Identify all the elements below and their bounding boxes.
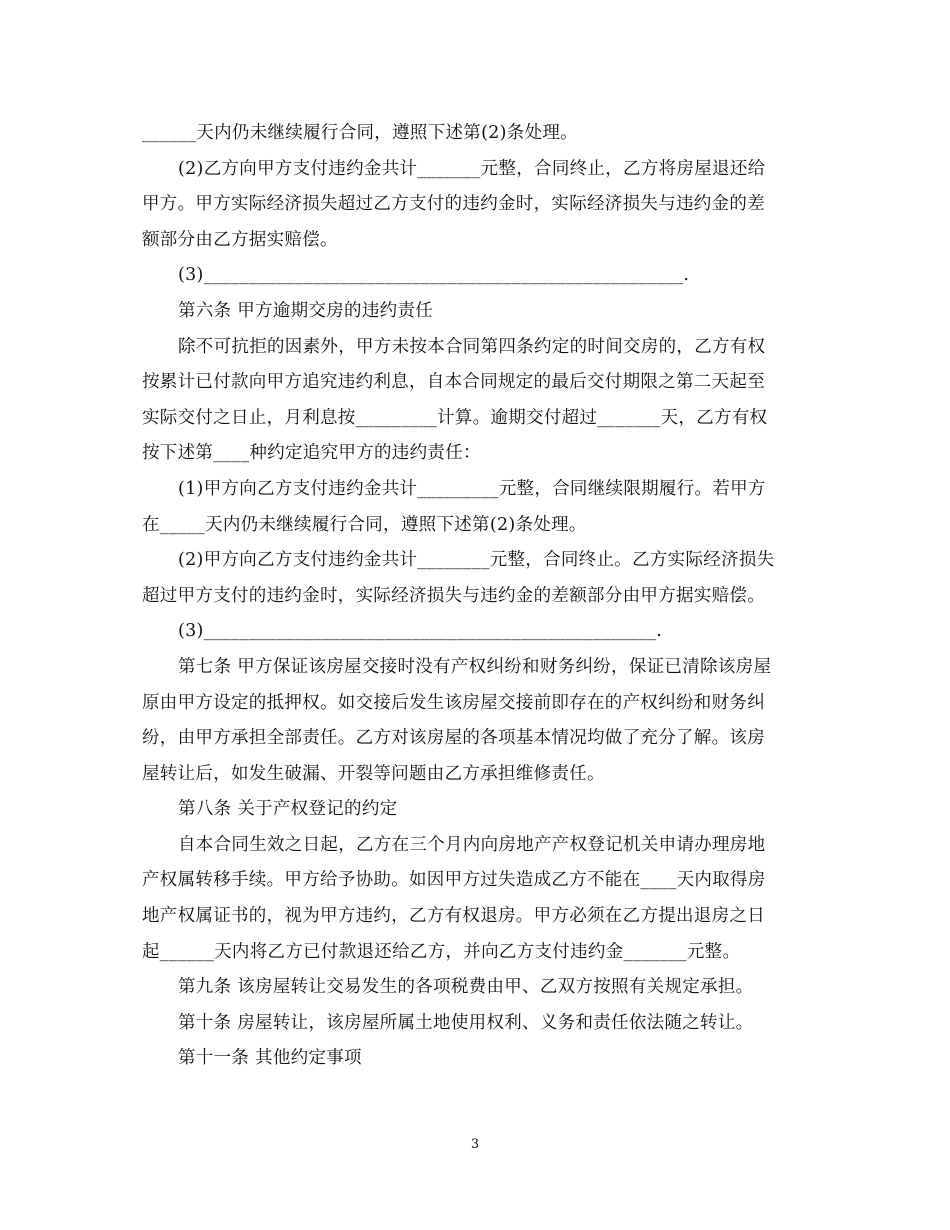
text-line: 第九条 该房屋转让交易发生的各项税费由甲、乙双方按照有关规定承担。 [178,977,754,998]
text-line: 纷，由甲方承担全部责任。乙方对该房屋的各项基本情况均做了充分了解。该房 [142,728,765,749]
article-heading: 第六条 甲方逾期交房的违约责任 [178,300,434,321]
page-number: 3 [470,1137,480,1152]
text-line: 自本合同生效之日起，乙方在三个月内向房地产产权登记机关申请办理房地 [178,834,766,855]
text-line: 按累计已付款向甲方追究违约利息，自本合同规定的最后交付期限之第二天起至 [142,372,765,393]
text-line: (3)_____________________________________________________. [178,265,690,286]
article-heading: 第十一条 其他约定事项 [178,1048,362,1069]
text-line: 实际交付之日止，月利息按_________计算。逾期交付超过_______天，乙方有权 [142,407,768,428]
text-line: 除不可抗拒的因素外，甲方未按本合同第四条约定的时间交房的，乙方有权 [178,336,766,357]
text-line: 按下述第____种约定追究甲方的违约责任： [142,443,481,464]
text-line: 起______天内将乙方已付款退还给乙方，并向乙方支付违约金_______元整。 [142,941,741,962]
text-line: 第十条 房屋转让，该房屋所属土地使用权利、义务和责任依法随之转让。 [178,1012,754,1033]
text-line: (1)甲方向乙方支付违约金共计_________元整，合同继续限期履行。若甲方 [178,478,766,499]
text-line: 额部分由乙方据实赔偿。 [142,229,338,250]
article-heading: 第八条 关于产权登记的约定 [178,799,398,820]
document-body [142,116,802,1077]
text-line: 甲方。甲方实际经济损失超过乙方支付的违约金时，实际经济损失与违约金的差 [142,194,765,215]
text-line: 原由甲方设定的抵押权。如交接后发生该房屋交接前即存在的产权纠纷和财务纠 [142,692,765,713]
text-line: (2)乙方向甲方支付违约金共计_______元整，合同终止，乙方将房屋退还给 [178,158,766,179]
text-line: 屋转让后，如发生破漏、开裂等问题由乙方承担维修责任。 [142,763,605,784]
text-line: 产权属转移手续。甲方给予协助。如因甲方过失造成乙方不能在____天内取得房 [142,870,766,891]
text-line: 地产权属证书的，视为甲方违约，乙方有权退房。甲方必须在乙方提出退房之日 [142,906,765,927]
text-line: ______天内仍未继续履行合同，遵照下述第(2)条处理。 [142,123,578,143]
text-line: 第七条 甲方保证该房屋交接时没有产权纠纷和财务纠纷，保证已清除该房屋 [178,656,772,677]
text-line: (2)甲方向乙方支付违约金共计________元整，合同终止。乙方实际经济损失 [178,550,775,571]
text-line: (3)__________________________________________________. [178,621,663,642]
text-line: 在_____天内仍未继续履行合同，遵照下述第(2)条处理。 [142,514,587,535]
text-line: 超过甲方支付的违约金时，实际经济损失与违约金的差额部分由甲方据实赔偿。 [142,585,765,606]
